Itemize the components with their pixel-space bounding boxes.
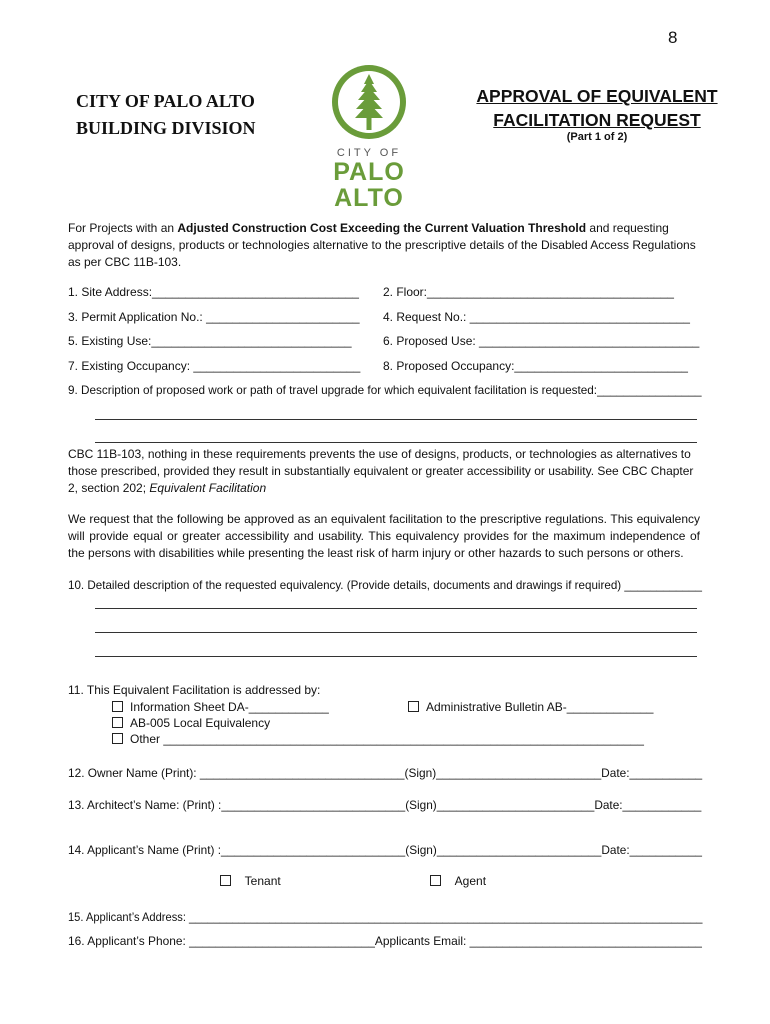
existing-use-field[interactable]: 5. Existing Use:______________________________ [68,334,352,348]
checkbox[interactable] [408,701,419,712]
form-title: APPROVAL OF EQUIVALENT FACILITATION REQUEST [476,86,718,130]
admin-bulletin-option[interactable]: Administrative Bulletin AB-_____________ [408,699,688,716]
city-name: CITY OF PALO ALTO [76,91,255,111]
cbc-italic: Equivalent Facilitation [149,481,267,495]
division-name: BUILDING DIVISION [76,118,256,138]
equivalency-line[interactable] [95,608,697,609]
checkbox[interactable] [112,733,123,744]
form-subtitle: (Part 1 of 2) [566,131,628,143]
logo-palo-text: PALO [333,158,405,186]
tenant-option[interactable]: Tenant [220,873,340,890]
permit-application-field[interactable]: 3. Permit Application No.: _______________________ [68,310,360,324]
logo-city-text: CITY OF [336,147,402,159]
department-title [76,88,256,142]
equivalency-line[interactable] [95,656,697,657]
logo-alto-text: ALTO [334,184,404,212]
work-description-field[interactable]: 9. Description of proposed work or path of travel upgrade for which equivalent facilitation is requested:________________ [68,383,702,397]
request-paragraph: We request that the following be approved as an equivalent facilitation to the prescriptive regulations. This equivalency will provide equal or greater accessibility and usability. This equivalency provides for the maximum independence of the persons with disabilities while presenting the least risk of harm injury or other hazards to such persons or others. [68,512,700,560]
request-number-field[interactable]: 4. Request No.: _________________________________ [383,310,690,324]
equivalency-description-label: 10. Detailed description of the requested equivalency. (Provide details, documents and drawings if required) ____________ [68,578,702,592]
applicant-address-row[interactable]: 15. Applicant’s Address: ___________________________________________________________________________________ [68,910,703,924]
intro-paragraph: For Projects with an Adjusted Construction Cost Exceeding the Current Valuation Threshold and requesting approval of designs, products or technologies alternative to the prescriptive details of the Disabled Access Regulations as per CBC 11B-103. [68,221,696,269]
checkbox[interactable] [112,701,123,712]
description-line[interactable] [95,419,697,420]
addressed-by-label: 11. This Equivalent Facilitation is addressed by: [68,683,321,697]
applicant-phone-email-row[interactable]: 16. Applicant’s Phone: ____________________________Applicants Email: ___________________________________ [68,934,702,948]
existing-occupancy-field[interactable]: 7. Existing Occupancy: _________________________ [68,359,361,373]
checkbox[interactable] [220,875,231,886]
equivalency-line[interactable] [95,632,697,633]
checkbox[interactable] [112,717,123,728]
ab005-option[interactable]: AB-005 Local Equivalency [112,715,392,732]
site-address-field[interactable]: 1. Site Address:_______________________________ [68,285,359,299]
cbc-paragraph: CBC 11B-103, nothing in these requirements prevents the use of designs, products, or technologies as alternatives to those prescribed, provided they result in substantially equivalent or greater accessibility or usability. See CBC Chapter 2, section 202; Equivalent Facilitation [68,447,694,495]
owner-name-row[interactable]: 12. Owner Name (Print): _______________________________(Sign)_________________________Date:___________ [68,766,703,780]
proposed-use-field[interactable]: 6. Proposed Use: _________________________________ [383,334,700,348]
other-option[interactable]: Other ________________________________________________________________________ [112,731,672,748]
info-sheet-option[interactable]: Information Sheet DA-____________ [112,699,392,716]
tree-seal-icon [331,64,407,140]
page-number: 8 [668,28,678,47]
architect-name-row[interactable]: 13. Architect’s Name: (Print) :____________________________(Sign)________________________Date:____________ [68,798,702,812]
proposed-occupancy-field[interactable]: 8. Proposed Occupancy:__________________________ [383,359,688,373]
applicant-name-row[interactable]: 14. Applicant’s Name (Print) :____________________________(Sign)_________________________Date:___________ [68,843,702,857]
checkbox[interactable] [430,875,441,886]
description-line[interactable] [95,442,697,443]
agent-option[interactable]: Agent [430,873,550,890]
intro-bold: Adjusted Construction Cost Exceeding the Current Valuation Threshold [177,221,587,235]
floor-field[interactable]: 2. Floor:_____________________________________ [383,285,674,299]
palo-alto-logo [327,64,411,211]
